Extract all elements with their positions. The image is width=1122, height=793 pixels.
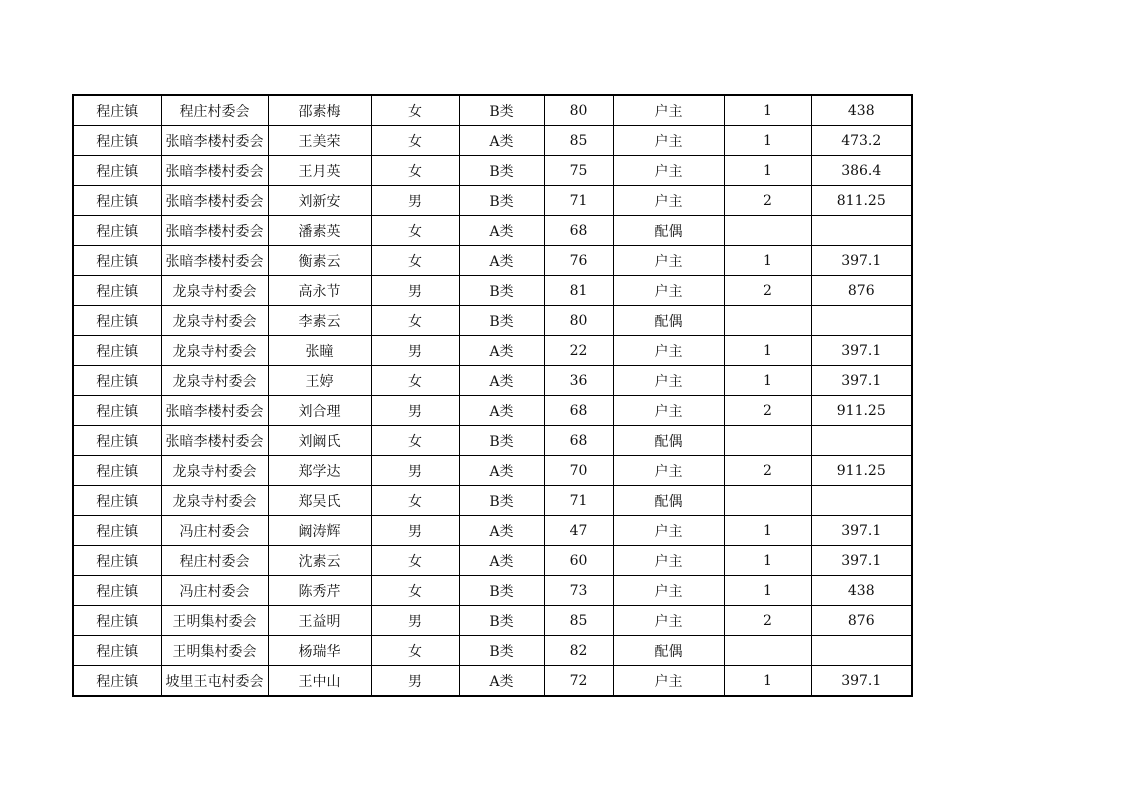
amount-cell[interactable]: 397.1 — [811, 366, 912, 396]
table-row — [73, 606, 912, 636]
relation-cell[interactable]: 户主 — [613, 546, 724, 576]
relation-cell[interactable]: 配偶 — [613, 636, 724, 666]
household-size-cell[interactable]: 2 — [724, 456, 811, 486]
town-cell[interactable]: 程庄镇 — [73, 246, 161, 276]
gender-cell[interactable]: 男 — [371, 336, 459, 366]
name-cell[interactable]: 刘合理 — [268, 396, 371, 426]
table-row — [73, 456, 912, 486]
name-cell[interactable]: 阚涛辉 — [268, 516, 371, 546]
gender-cell[interactable]: 女 — [371, 95, 459, 126]
age-cell[interactable]: 60 — [544, 546, 613, 576]
age-cell[interactable]: 85 — [544, 126, 613, 156]
village-cell[interactable]: 龙泉寺村委会 — [161, 306, 268, 336]
age-cell[interactable]: 72 — [544, 666, 613, 697]
relation-cell[interactable]: 户主 — [613, 456, 724, 486]
gender-cell[interactable]: 女 — [371, 636, 459, 666]
age-cell[interactable]: 68 — [544, 216, 613, 246]
amount-cell[interactable]: 397.1 — [811, 336, 912, 366]
town-cell[interactable]: 程庄镇 — [73, 276, 161, 306]
amount-cell[interactable] — [811, 636, 912, 666]
amount-cell[interactable]: 386.4 — [811, 156, 912, 186]
category-cell[interactable]: A类 — [459, 456, 544, 486]
category-cell[interactable]: B类 — [459, 606, 544, 636]
gender-cell[interactable]: 男 — [371, 396, 459, 426]
gender-cell[interactable]: 女 — [371, 426, 459, 456]
amount-cell[interactable]: 438 — [811, 95, 912, 126]
gender-cell[interactable]: 男 — [371, 456, 459, 486]
household-size-cell[interactable] — [724, 306, 811, 336]
name-cell[interactable]: 王中山 — [268, 666, 371, 697]
table-body — [73, 95, 912, 696]
town-cell[interactable]: 程庄镇 — [73, 516, 161, 546]
category-cell[interactable]: A类 — [459, 396, 544, 426]
town-cell[interactable]: 程庄镇 — [73, 426, 161, 456]
village-cell[interactable]: 王明集村委会 — [161, 606, 268, 636]
name-cell[interactable]: 李素云 — [268, 306, 371, 336]
relation-cell[interactable]: 户主 — [613, 246, 724, 276]
village-cell[interactable]: 坡里王屯村委会 — [161, 666, 268, 697]
name-cell[interactable]: 高永节 — [268, 276, 371, 306]
category-cell[interactable]: A类 — [459, 666, 544, 697]
household-size-cell[interactable]: 2 — [724, 606, 811, 636]
relation-cell[interactable]: 户主 — [613, 95, 724, 126]
age-cell[interactable]: 81 — [544, 276, 613, 306]
town-cell[interactable]: 程庄镇 — [73, 636, 161, 666]
spreadsheet-sheet — [72, 94, 913, 697]
age-cell[interactable]: 80 — [544, 306, 613, 336]
amount-cell[interactable]: 911.25 — [811, 396, 912, 426]
household-size-cell[interactable]: 1 — [724, 336, 811, 366]
town-cell[interactable]: 程庄镇 — [73, 546, 161, 576]
age-cell[interactable]: 82 — [544, 636, 613, 666]
table-row — [73, 276, 912, 306]
relation-cell[interactable]: 户主 — [613, 666, 724, 697]
gender-cell[interactable]: 女 — [371, 486, 459, 516]
relation-cell[interactable]: 户主 — [613, 336, 724, 366]
town-cell[interactable]: 程庄镇 — [73, 456, 161, 486]
name-cell[interactable]: 邵素梅 — [268, 95, 371, 126]
table-row — [73, 486, 912, 516]
relation-cell[interactable]: 户主 — [613, 606, 724, 636]
amount-cell[interactable]: 397.1 — [811, 246, 912, 276]
category-cell[interactable]: A类 — [459, 366, 544, 396]
town-cell[interactable]: 程庄镇 — [73, 366, 161, 396]
name-cell[interactable]: 刘阚氏 — [268, 426, 371, 456]
relation-cell[interactable]: 户主 — [613, 156, 724, 186]
village-cell[interactable]: 张暗李楼村委会 — [161, 396, 268, 426]
table-row — [73, 426, 912, 456]
table-row — [73, 666, 912, 697]
gender-cell[interactable]: 女 — [371, 366, 459, 396]
gender-cell[interactable]: 男 — [371, 666, 459, 697]
amount-cell[interactable] — [811, 306, 912, 336]
household-size-cell[interactable]: 1 — [724, 546, 811, 576]
age-cell[interactable]: 71 — [544, 486, 613, 516]
village-cell[interactable]: 冯庄村委会 — [161, 516, 268, 546]
category-cell[interactable]: B类 — [459, 156, 544, 186]
category-cell[interactable]: A类 — [459, 216, 544, 246]
table-row — [73, 246, 912, 276]
age-cell[interactable]: 71 — [544, 186, 613, 216]
town-cell[interactable]: 程庄镇 — [73, 606, 161, 636]
village-cell[interactable]: 张暗李楼村委会 — [161, 216, 268, 246]
name-cell[interactable]: 张瞳 — [268, 336, 371, 366]
age-cell[interactable]: 47 — [544, 516, 613, 546]
table-row — [73, 186, 912, 216]
amount-cell[interactable]: 473.2 — [811, 126, 912, 156]
household-size-cell[interactable] — [724, 216, 811, 246]
category-cell[interactable]: A类 — [459, 546, 544, 576]
name-cell[interactable]: 杨瑞华 — [268, 636, 371, 666]
amount-cell[interactable]: 397.1 — [811, 546, 912, 576]
gender-cell[interactable]: 男 — [371, 606, 459, 636]
village-cell[interactable]: 龙泉寺村委会 — [161, 486, 268, 516]
name-cell[interactable]: 陈秀芹 — [268, 576, 371, 606]
gender-cell[interactable]: 女 — [371, 306, 459, 336]
table-row — [73, 95, 912, 126]
household-size-cell[interactable]: 1 — [724, 366, 811, 396]
gender-cell[interactable]: 女 — [371, 576, 459, 606]
table-row — [73, 366, 912, 396]
table-row — [73, 546, 912, 576]
table-row — [73, 216, 912, 246]
name-cell[interactable]: 王婷 — [268, 366, 371, 396]
household-size-cell[interactable]: 1 — [724, 246, 811, 276]
age-cell[interactable]: 68 — [544, 426, 613, 456]
name-cell[interactable]: 潘素英 — [268, 216, 371, 246]
town-cell[interactable]: 程庄镇 — [73, 396, 161, 426]
town-cell[interactable]: 程庄镇 — [73, 126, 161, 156]
village-cell[interactable]: 程庄村委会 — [161, 95, 268, 126]
village-cell[interactable]: 龙泉寺村委会 — [161, 336, 268, 366]
household-size-cell[interactable]: 1 — [724, 95, 811, 126]
relation-cell[interactable]: 户主 — [613, 516, 724, 546]
age-cell[interactable]: 68 — [544, 396, 613, 426]
relation-cell[interactable]: 户主 — [613, 186, 724, 216]
category-cell[interactable]: B类 — [459, 636, 544, 666]
relation-cell[interactable]: 配偶 — [613, 486, 724, 516]
table-row — [73, 516, 912, 546]
amount-cell[interactable] — [811, 486, 912, 516]
village-cell[interactable]: 张暗李楼村委会 — [161, 126, 268, 156]
table-row — [73, 636, 912, 666]
amount-cell[interactable]: 811.25 — [811, 186, 912, 216]
age-cell[interactable]: 73 — [544, 576, 613, 606]
name-cell[interactable]: 郑学达 — [268, 456, 371, 486]
category-cell[interactable]: B类 — [459, 306, 544, 336]
category-cell[interactable]: B类 — [459, 486, 544, 516]
village-cell[interactable]: 冯庄村委会 — [161, 576, 268, 606]
household-size-cell[interactable]: 1 — [724, 516, 811, 546]
category-cell[interactable]: B类 — [459, 276, 544, 306]
name-cell[interactable]: 王月英 — [268, 156, 371, 186]
amount-cell[interactable]: 876 — [811, 606, 912, 636]
age-cell[interactable]: 70 — [544, 456, 613, 486]
town-cell[interactable]: 程庄镇 — [73, 666, 161, 697]
town-cell[interactable]: 程庄镇 — [73, 186, 161, 216]
age-cell[interactable]: 85 — [544, 606, 613, 636]
village-cell[interactable]: 王明集村委会 — [161, 636, 268, 666]
relation-cell[interactable]: 户主 — [613, 126, 724, 156]
amount-cell[interactable]: 397.1 — [811, 516, 912, 546]
category-cell[interactable]: B类 — [459, 576, 544, 606]
household-size-cell[interactable] — [724, 426, 811, 456]
name-cell[interactable]: 王美荣 — [268, 126, 371, 156]
category-cell[interactable]: A类 — [459, 336, 544, 366]
gender-cell[interactable]: 男 — [371, 276, 459, 306]
age-cell[interactable]: 22 — [544, 336, 613, 366]
age-cell[interactable]: 75 — [544, 156, 613, 186]
town-cell[interactable]: 程庄镇 — [73, 486, 161, 516]
household-size-cell[interactable]: 1 — [724, 576, 811, 606]
village-cell[interactable]: 张暗李楼村委会 — [161, 186, 268, 216]
category-cell[interactable]: B类 — [459, 95, 544, 126]
town-cell[interactable]: 程庄镇 — [73, 95, 161, 126]
household-size-cell[interactable]: 2 — [724, 396, 811, 426]
gender-cell[interactable]: 女 — [371, 546, 459, 576]
name-cell[interactable]: 衡素云 — [268, 246, 371, 276]
table-row — [73, 126, 912, 156]
town-cell[interactable]: 程庄镇 — [73, 336, 161, 366]
age-cell[interactable]: 36 — [544, 366, 613, 396]
household-size-cell[interactable]: 1 — [724, 156, 811, 186]
village-cell[interactable]: 龙泉寺村委会 — [161, 456, 268, 486]
town-cell[interactable]: 程庄镇 — [73, 576, 161, 606]
relation-cell[interactable]: 户主 — [613, 366, 724, 396]
gender-cell[interactable]: 男 — [371, 186, 459, 216]
gender-cell[interactable]: 女 — [371, 246, 459, 276]
gender-cell[interactable]: 女 — [371, 126, 459, 156]
gender-cell[interactable]: 女 — [371, 216, 459, 246]
table-row — [73, 576, 912, 606]
village-cell[interactable]: 龙泉寺村委会 — [161, 366, 268, 396]
name-cell[interactable]: 王益明 — [268, 606, 371, 636]
category-cell[interactable]: A类 — [459, 516, 544, 546]
name-cell[interactable]: 郑吴氏 — [268, 486, 371, 516]
table-row — [73, 156, 912, 186]
town-cell[interactable]: 程庄镇 — [73, 306, 161, 336]
name-cell[interactable]: 沈素云 — [268, 546, 371, 576]
gender-cell[interactable]: 女 — [371, 156, 459, 186]
data-table — [72, 94, 913, 697]
table-row — [73, 396, 912, 426]
category-cell[interactable]: B类 — [459, 186, 544, 216]
amount-cell[interactable] — [811, 426, 912, 456]
village-cell[interactable]: 张暗李楼村委会 — [161, 156, 268, 186]
relation-cell[interactable]: 户主 — [613, 396, 724, 426]
table-row — [73, 306, 912, 336]
village-cell[interactable]: 龙泉寺村委会 — [161, 276, 268, 306]
village-cell[interactable]: 张暗李楼村委会 — [161, 246, 268, 276]
amount-cell[interactable]: 876 — [811, 276, 912, 306]
household-size-cell[interactable]: 2 — [724, 186, 811, 216]
village-cell[interactable]: 张暗李楼村委会 — [161, 426, 268, 456]
household-size-cell[interactable] — [724, 636, 811, 666]
relation-cell[interactable]: 户主 — [613, 276, 724, 306]
relation-cell[interactable]: 户主 — [613, 576, 724, 606]
category-cell[interactable]: A类 — [459, 126, 544, 156]
amount-cell[interactable]: 397.1 — [811, 666, 912, 697]
relation-cell[interactable]: 配偶 — [613, 306, 724, 336]
village-cell[interactable]: 程庄村委会 — [161, 546, 268, 576]
category-cell[interactable]: A类 — [459, 246, 544, 276]
town-cell[interactable]: 程庄镇 — [73, 156, 161, 186]
table-row — [73, 336, 912, 366]
household-size-cell[interactable]: 2 — [724, 276, 811, 306]
amount-cell[interactable]: 438 — [811, 576, 912, 606]
household-size-cell[interactable] — [724, 486, 811, 516]
gender-cell[interactable]: 男 — [371, 516, 459, 546]
age-cell[interactable]: 76 — [544, 246, 613, 276]
relation-cell[interactable]: 配偶 — [613, 216, 724, 246]
household-size-cell[interactable]: 1 — [724, 126, 811, 156]
amount-cell[interactable] — [811, 216, 912, 246]
category-cell[interactable]: B类 — [459, 426, 544, 456]
household-size-cell[interactable]: 1 — [724, 666, 811, 697]
relation-cell[interactable]: 配偶 — [613, 426, 724, 456]
age-cell[interactable]: 80 — [544, 95, 613, 126]
town-cell[interactable]: 程庄镇 — [73, 216, 161, 246]
name-cell[interactable]: 刘新安 — [268, 186, 371, 216]
amount-cell[interactable]: 911.25 — [811, 456, 912, 486]
